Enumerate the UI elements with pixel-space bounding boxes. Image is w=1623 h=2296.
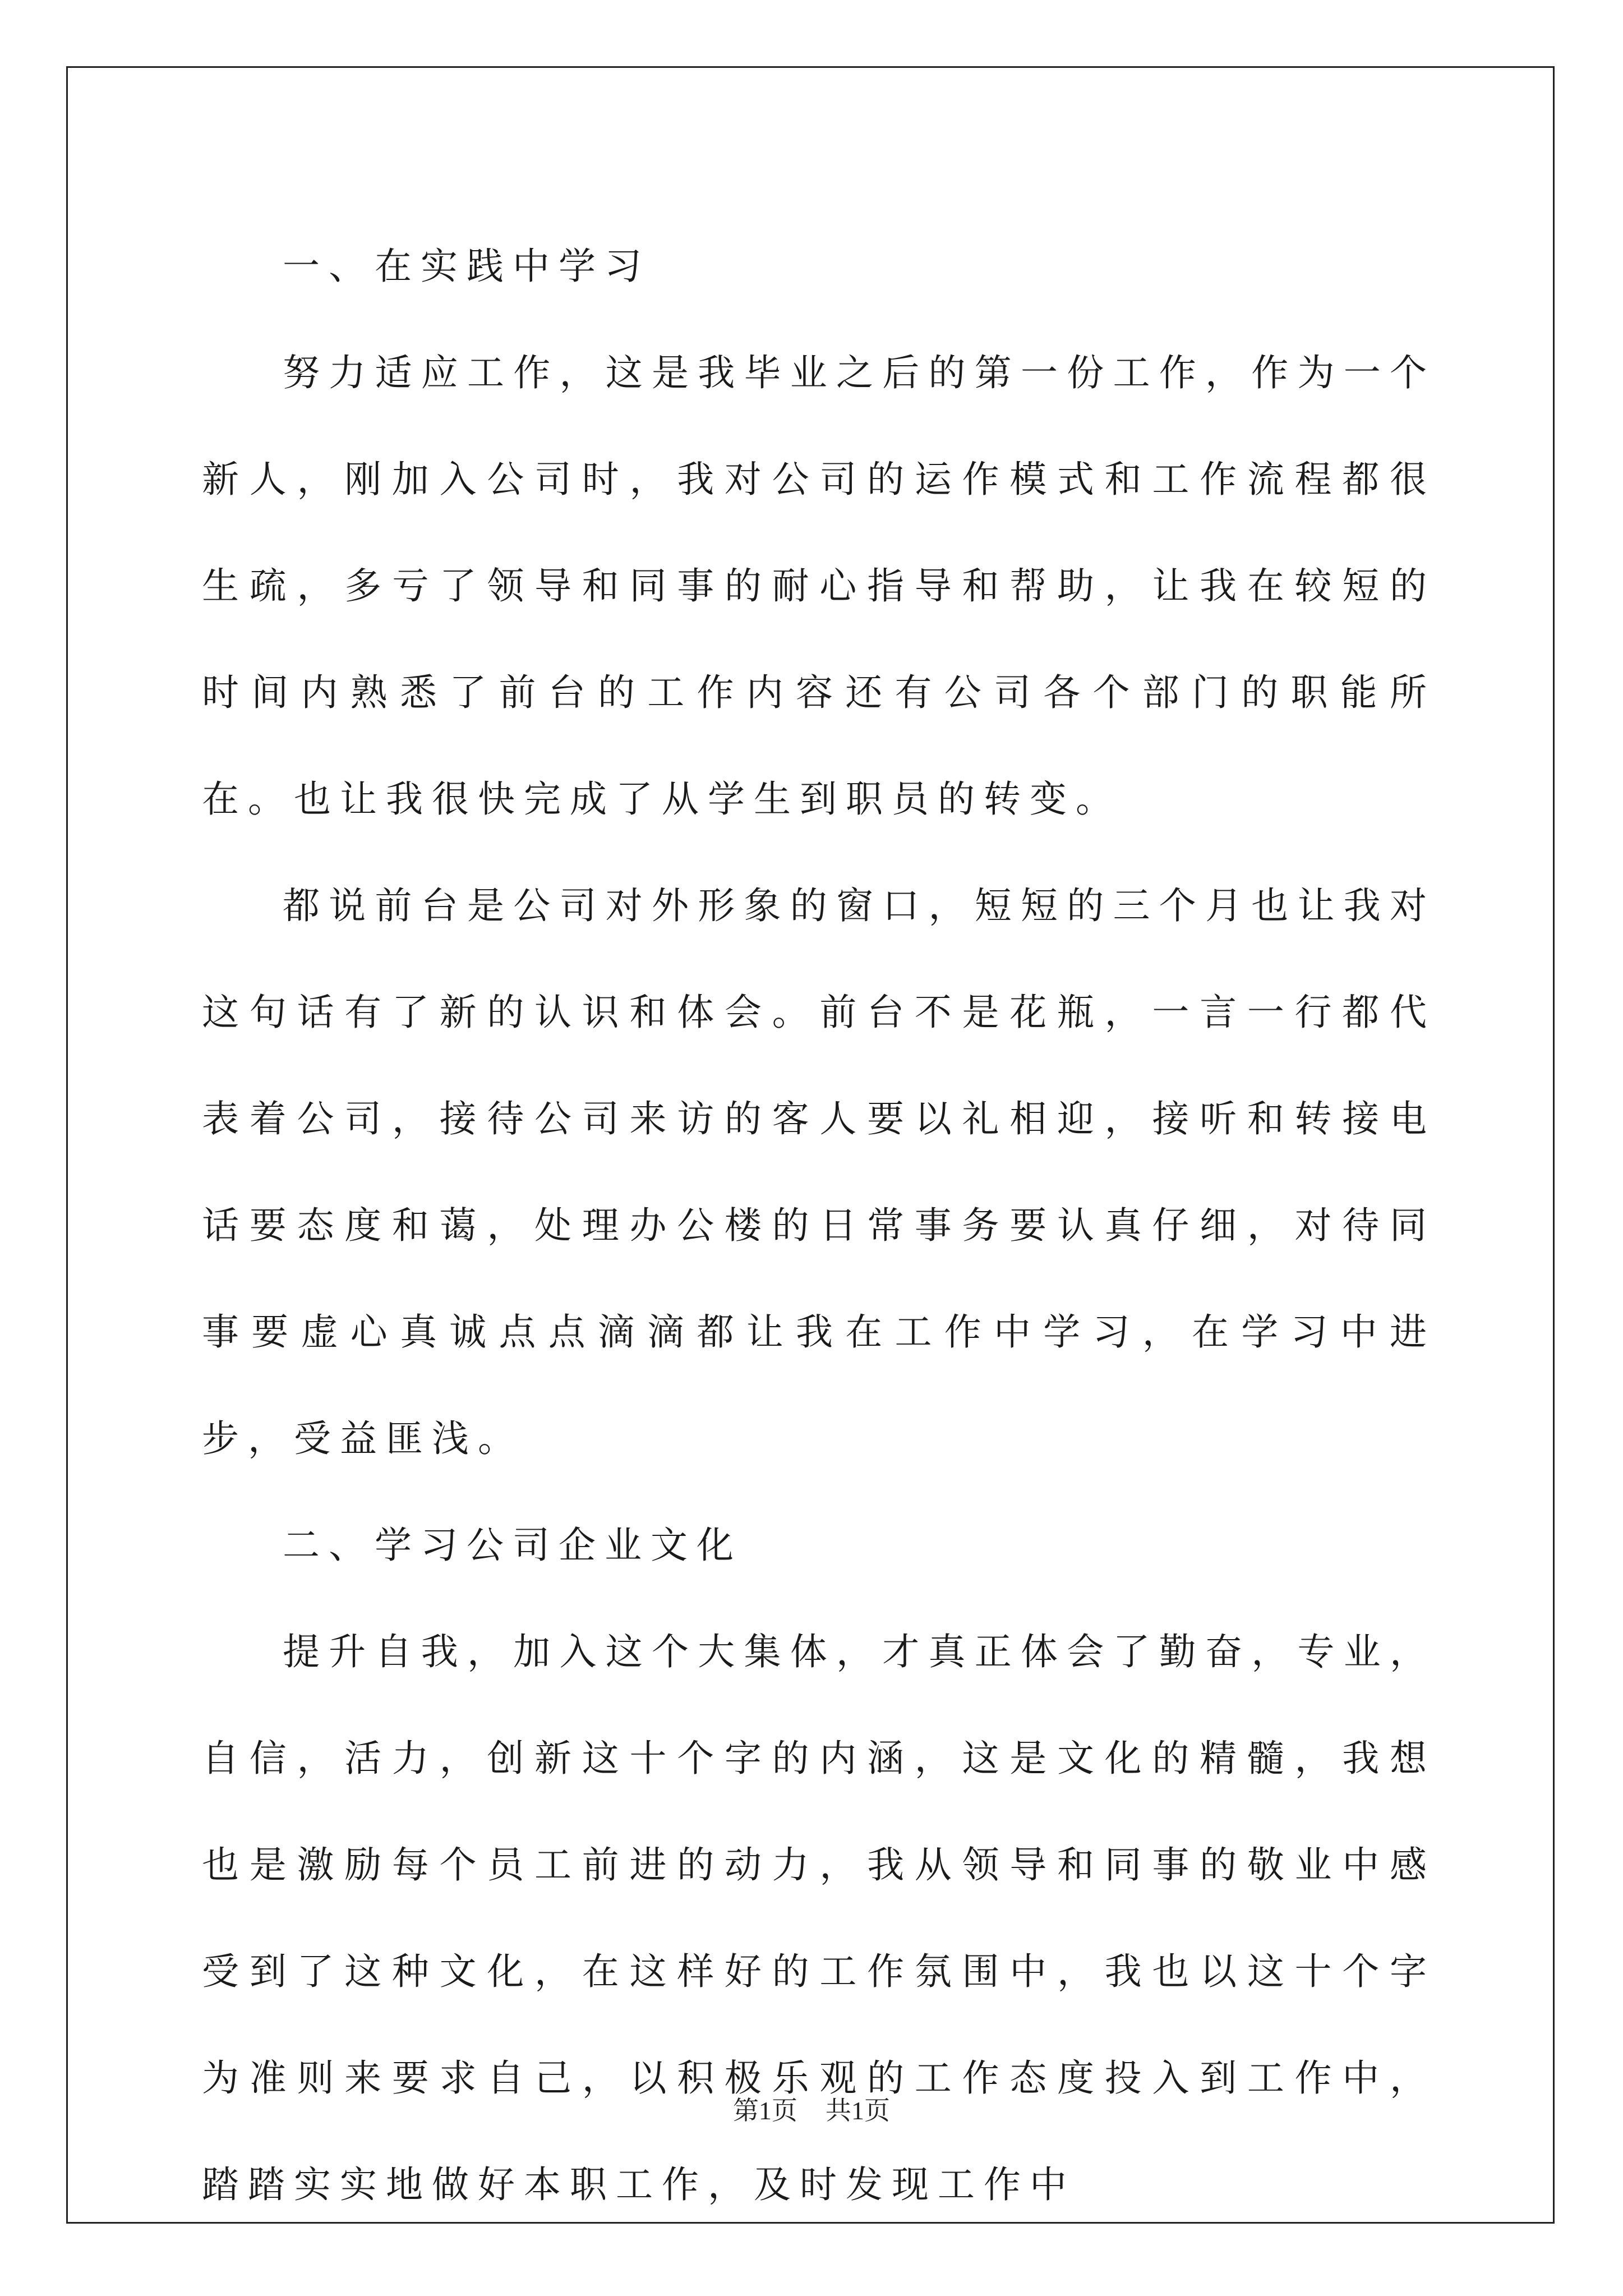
document-body: [202, 213, 1436, 2238]
section-heading-1: 一、在实践中学习: [283, 245, 651, 288]
paragraph-2: 都说前台是公司对外形象的窗口，短短的三个月也让我对这句话有了新的认识和体会。前台不是花瓶，一言一行都代表着公司，接待公司来访的客人要以礼相迎，接听和转接电话要态度和蔼，处理办公楼的日常事务要认真仔细，对待同事要虚心真诚点点滴滴都让我在工作中学习，在学习中进步，受益匪浅。: [202, 884, 1436, 1460]
page-total: 共1页: [826, 2096, 890, 2125]
paragraph-3: 提升自我，加入这个大集体，才真正体会了勤奋，专业，自信，活力，创新这十个字的内涵，这是文化的精髓，我想也是激励每个员工前进的动力，我从领导和同事的敬业中感受到了这种文化，在这样好的工作氛围中，我也以这十个字为准则来要求自己，以积极乐观的工作态度投入到工作中，踏踏实实地做好本职工作，及时发现工作中: [202, 1630, 1436, 2206]
paragraph-1: 努力适应工作，这是我毕业之后的第一份工作，作为一个新人，刚加入公司时，我对公司的运作模式和工作流程都很生疏，多亏了领导和同事的耐心指导和帮助，让我在较短的时间内熟悉了前台的工作内容还有公司各个部门的职能所在。也让我很快完成了从学生到职员的转变。: [202, 351, 1436, 821]
page-footer: [0, 2090, 1623, 2127]
page-number: 第1页: [733, 2096, 797, 2125]
section-heading-2: 二、学习公司企业文化: [283, 1524, 743, 1567]
